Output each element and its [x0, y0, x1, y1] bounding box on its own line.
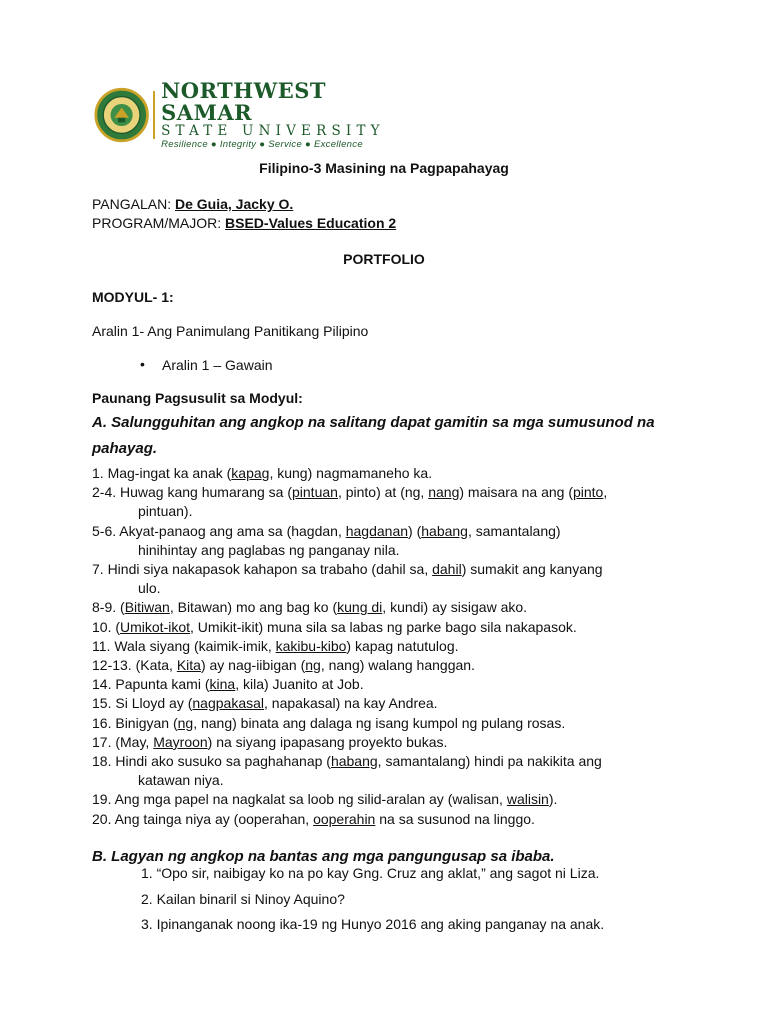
item-text: , samantalang): [467, 522, 561, 539]
underlined-answer: Bitiwan: [124, 599, 170, 616]
university-logo: [94, 77, 404, 150]
course-title: Filipino-3 Masining na Pagpapahayag: [259, 160, 509, 176]
item-text: , samantalang) hindi pa nakikita ang: [377, 753, 602, 769]
section-a-item-i10: [92, 618, 577, 637]
underlined-answer: kakibu-kibo: [275, 637, 347, 654]
item-text: 1. Mag-ingat ka anak (: [92, 465, 232, 481]
item-text: 7. Hindi siya nakapasok kahapon sa trabaho (dahil sa,: [92, 561, 433, 577]
item-text: 12-13. (Kata,: [92, 657, 177, 673]
underlined-answer: hagdanan: [345, 522, 409, 539]
item-text: , napakasal) na kay Andrea.: [264, 695, 438, 712]
section-a-item-i2: [92, 483, 607, 502]
section-a-item-i18: [92, 752, 602, 771]
item-text: , Umikit-ikit) muna sila sa labas ng parke bago sila nakapasok.: [190, 618, 577, 635]
portfolio-heading: PORTFOLIO: [343, 251, 425, 267]
pretest-heading: Paunang Pagsusulit sa Modyul:: [92, 390, 303, 406]
underlined-answer: nagpakasal: [192, 695, 265, 712]
section-a-item-i14: [92, 675, 364, 694]
item-text: ) na siyang ipapasang proyekto bukas.: [207, 733, 448, 750]
section-a-instruction-line1: A. Salungguhitan ang angkop na salitang dapat gamitin sa mga sumusunod na: [92, 414, 655, 431]
program-value: BSED-Values Education 2: [225, 215, 397, 231]
underlined-answer: Umikot-ikot: [120, 618, 191, 635]
item-text: , pinto) at (ng,: [337, 484, 429, 501]
logo-text: [161, 77, 404, 151]
item-text: pintuan).: [138, 503, 193, 520]
lesson-title: Aralin 1- Ang Panimulang Panitikang Pilipino: [92, 323, 369, 339]
section-a-item-i15: [92, 694, 438, 713]
item-text: hinihintay ang paglabas ng panganay nila.: [138, 541, 400, 558]
item-text: ,: [603, 484, 608, 501]
item-text: 16. Binigyan (: [92, 714, 178, 731]
item-text: , nang) binata ang dalaga ng isang kumpol ng pulang rosas.: [193, 714, 566, 731]
name-line: [92, 195, 293, 213]
item-text: 2-4. Huwag kang humarang sa (: [92, 484, 292, 501]
underlined-answer: ng: [305, 657, 321, 673]
item-text: , Bitawan) mo ang bag ko (: [169, 599, 338, 616]
section-b-item-2: 2. Kailan binaril si Ninoy Aquino?: [141, 891, 345, 907]
item-text: ulo.: [138, 580, 161, 597]
item-text: 18. Hindi ako susuko sa paghahanap (: [92, 753, 331, 769]
item-text: ) (: [408, 522, 422, 539]
underlined-answer: walisin: [506, 791, 549, 808]
name-value: De Guia, Jacky O.: [175, 196, 294, 212]
section-a-item-i7b: [138, 579, 161, 598]
university-seal-icon: [94, 85, 149, 145]
item-text: 14. Papunta kami (: [92, 676, 210, 693]
item-text: ) maisara na ang (: [459, 484, 573, 501]
item-text: 17. (May,: [92, 733, 154, 750]
university-motto: Resilience ● Integrity ● Service ● Excellence: [161, 138, 363, 150]
section-a-item-i8: [92, 598, 527, 617]
section-a-item-i18b: [138, 771, 224, 790]
section-a-instruction-line2: pahayag.: [92, 440, 158, 457]
section-a-item-i17: [92, 733, 447, 752]
program-line: [92, 214, 396, 232]
name-label: PANGALAN:: [92, 196, 175, 212]
section-a-item-i7: [92, 560, 603, 579]
underlined-answer: ooperahin: [313, 810, 376, 827]
item-text: 19. Ang mga papel na nagkalat sa loob ng silid-aralan ay (walisan,: [92, 791, 507, 808]
module-heading: MODYUL- 1:: [92, 289, 174, 305]
item-text: ) sumakit ang kanyang: [461, 561, 603, 577]
underlined-answer: Kita: [176, 657, 201, 673]
item-text: 10. (: [92, 618, 121, 635]
section-a-item-i5b: [138, 541, 400, 560]
section-a-item-i11: [92, 637, 459, 656]
underlined-answer: kina: [209, 676, 236, 693]
underlined-answer: habang: [421, 522, 468, 539]
logo-divider: [153, 91, 155, 139]
section-a-item-i2b: [138, 502, 192, 521]
item-text: 20. Ang tainga niya ay (ooperahan,: [92, 810, 314, 827]
underlined-answer: Mayroon: [153, 733, 208, 750]
section-a-item-i12: [92, 656, 475, 675]
section-a-item-i19: [92, 790, 557, 809]
section-b-instruction: B. Lagyan ng angkop na bantas ang mga pangungusap sa ibaba.: [92, 848, 555, 865]
underlined-answer: nang: [428, 484, 460, 501]
underlined-answer: kung di: [337, 599, 383, 616]
item-text: , kundi) ay sisigaw ako.: [382, 599, 528, 616]
section-a-item-i16: [92, 714, 565, 733]
university-subtitle: STATE UNIVERSITY: [161, 122, 385, 139]
university-name: NORTHWEST SAMAR: [161, 77, 327, 125]
item-text: , kung) nagmamaneho ka.: [269, 465, 433, 481]
item-text: 15. Si Lloyd ay (: [92, 695, 193, 712]
bullet-icon: •: [140, 356, 145, 372]
underlined-answer: pintuan: [292, 484, 338, 501]
program-label: PROGRAM/MAJOR:: [92, 215, 226, 231]
underlined-answer: kapag: [231, 465, 270, 481]
item-text: katawan niya.: [138, 772, 224, 789]
item-text: , nang) walang hanggan.: [320, 657, 475, 673]
section-b-item-1: 1. “Opo sir, naibigay ko na po kay Gng. Cruz ang aklat,” ang sagot ni Liza.: [141, 865, 600, 881]
item-text: na sa susunod na linggo.: [375, 810, 535, 827]
section-a-item-i20: [92, 810, 535, 829]
item-text: ) ay nag-iibigan (: [200, 657, 306, 673]
item-text: ) kapag natutulog.: [346, 637, 459, 654]
underlined-answer: pinto: [572, 484, 604, 501]
item-text: 5-6. Akyat-panaog ang ama sa (hagdan,: [92, 522, 346, 539]
underlined-answer: ng: [177, 714, 194, 731]
underlined-answer: habang: [330, 753, 378, 769]
section-b-item-3: 3. Ipinanganak noong ika-19 ng Hunyo 2016 ang aking panganay na anak.: [141, 916, 605, 932]
item-text: 8-9. (: [92, 599, 125, 616]
section-a-item-i5: [92, 522, 561, 541]
section-a-item-i1: [92, 464, 432, 483]
bullet-item: Aralin 1 – Gawain: [162, 357, 273, 373]
item-text: ).: [548, 791, 558, 808]
underlined-answer: dahil: [432, 561, 462, 577]
item-text: , kila) Juanito at Job.: [235, 676, 364, 693]
item-text: 11. Wala siyang (kaimik-imik,: [92, 637, 276, 654]
